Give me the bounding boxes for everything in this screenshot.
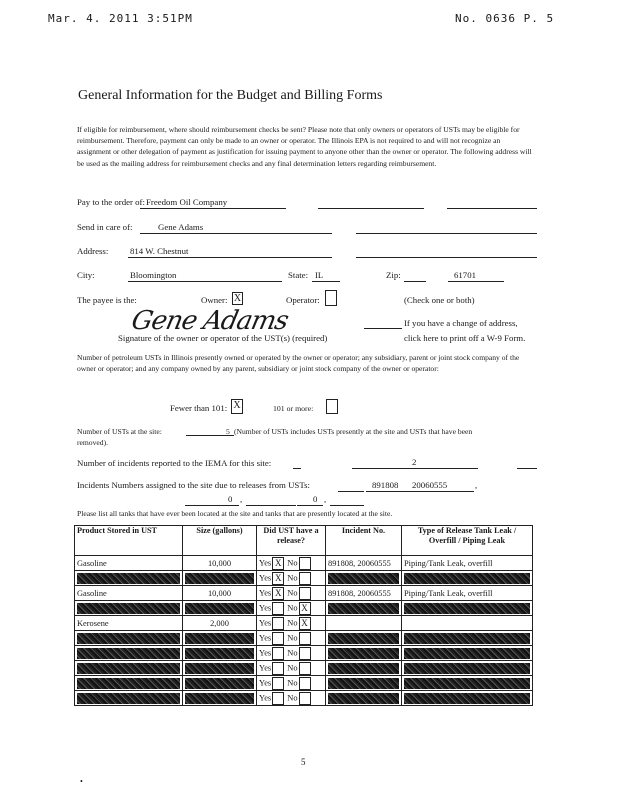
pay-to-field[interactable]: Freedom Oil Company (146, 197, 228, 207)
redaction-block (404, 663, 530, 674)
incident-numbers-label: Incidents Numbers assigned to the site due to releases from USTs: (77, 480, 310, 490)
product-cell[interactable] (75, 661, 183, 676)
redaction-block (185, 678, 254, 689)
operator-checkbox[interactable] (325, 290, 337, 306)
address-field[interactable]: 814 W. Chestnut (130, 246, 189, 256)
payee-is-label: The payee is the: (77, 295, 137, 305)
city-label: City: (77, 270, 95, 280)
yes-label: Yes (259, 632, 272, 642)
release-cell (257, 556, 326, 571)
release-type-cell[interactable] (402, 616, 533, 631)
release-type-cell[interactable] (402, 601, 533, 616)
table-row (75, 616, 533, 631)
table-row (75, 691, 533, 706)
incident-cell[interactable]: 891808, 20060555 (326, 556, 402, 571)
yes-checkbox[interactable] (272, 647, 284, 660)
yes-checkbox[interactable] (272, 662, 284, 675)
yes-label: Yes (259, 647, 272, 657)
table-row (75, 661, 533, 676)
release-type-cell[interactable] (402, 661, 533, 676)
usts-at-site-label: Number of USTs at the site: (77, 427, 162, 436)
size-cell[interactable] (183, 631, 257, 646)
release-cell (257, 691, 326, 706)
size-cell[interactable] (183, 646, 257, 661)
no-label: No (287, 557, 298, 567)
yes-label: Yes (259, 572, 272, 582)
intro-paragraph: If eligible for reimbursement, where should reimbursement checks be sent? Please note that only owners or operators of USTs may be eligible for reimbursement. Therefore, payment can only be made to an owner or operator. The Illinois EPA is not required to and will not recognize an assignment or other delegation of payment as justification for issuing payment to anyone other than the owner or operator. The following address will be used as the mailing address for reimbursement checks and any final determination letters regarding reimbursement. (77, 125, 532, 168)
header-size: Size (gallons) (183, 526, 257, 556)
product-cell[interactable] (75, 646, 183, 661)
table-row (75, 571, 533, 586)
no-label: No (287, 647, 298, 657)
redaction-block (185, 648, 254, 659)
page-title: General Information for the Budget and Billing Forms (78, 88, 383, 103)
release-cell (257, 571, 326, 586)
table-row (75, 631, 533, 646)
table-row (75, 586, 533, 601)
no-label: No (287, 632, 298, 642)
redaction-block (404, 603, 530, 614)
no-label: No (287, 587, 298, 597)
release-cell (257, 616, 326, 631)
incident-cell[interactable] (326, 676, 402, 691)
fewer-than-101-label: Fewer than 101: (170, 403, 228, 413)
yes-checkbox[interactable] (272, 617, 284, 630)
redaction-block (185, 693, 254, 704)
release-type-cell[interactable] (402, 571, 533, 586)
redaction-block (404, 678, 530, 689)
release-cell (257, 661, 326, 676)
redaction-block (404, 633, 530, 644)
check-note: (Check one or both) (404, 295, 475, 305)
product-cell[interactable]: Gasoline (75, 556, 183, 571)
redaction-block (404, 573, 530, 584)
no-checkbox[interactable] (299, 572, 311, 585)
usts-question: Number of petroleum USTs in Illinois presently owned or operated by the owner or operator; any subsidiary, parent or joint stock company of the owner or operator; and any company owned by any parent, subsidiary or joint stock company of the owner or operator: (77, 353, 520, 374)
no-label: No (287, 662, 298, 672)
redaction-block (77, 633, 180, 644)
zip-label: Zip: (386, 270, 401, 280)
incident-cell[interactable] (326, 661, 402, 676)
release-cell (257, 676, 326, 691)
incident-cell[interactable] (326, 571, 402, 586)
incidents-label: Number of incidents reported to the IEMA for this site: (77, 458, 272, 468)
w9-link[interactable]: click here to print off a W-9 Form. (404, 333, 526, 343)
release-cell (257, 586, 326, 601)
product-cell[interactable]: Kerosene (75, 616, 183, 631)
redaction-block (328, 648, 399, 659)
city-field[interactable]: Bloomington (130, 270, 177, 280)
header-product: Product Stored in UST (75, 526, 183, 556)
yes-label: Yes (259, 557, 272, 567)
no-label: No (287, 692, 298, 702)
fax-date: Mar. 4. 2011 3:51PM (48, 12, 193, 25)
101-or-more-checkbox[interactable] (326, 399, 338, 414)
no-checkbox[interactable] (299, 647, 311, 660)
usts-at-site-note: (Number of USTs includes USTs presently at the site and USTs that have been (234, 427, 473, 436)
header-release-type: Type of Release Tank Leak / Overfill / Piping Leak (402, 526, 533, 556)
usts-at-site-note-2: removed). (77, 438, 108, 447)
no-checkbox[interactable] (299, 677, 311, 690)
redaction-block (77, 603, 180, 614)
redaction-block (328, 678, 399, 689)
redaction-block (77, 663, 180, 674)
no-checkbox[interactable]: X (299, 617, 311, 630)
yes-checkbox[interactable]: X (272, 572, 284, 585)
signature-caption: Signature of the owner or operator of the UST(s) (required) (118, 333, 328, 343)
signature: Gene Adams (128, 306, 291, 336)
product-cell[interactable] (75, 571, 183, 586)
yes-label: Yes (259, 662, 272, 672)
tanks-instruction: Please list all tanks that have ever been located at the site and tanks that are presently located at the site. (77, 509, 393, 518)
yes-label: Yes (259, 677, 272, 687)
address-label: Address: (77, 246, 109, 256)
product-cell[interactable] (75, 676, 183, 691)
incident-cell[interactable] (326, 631, 402, 646)
yes-label: Yes (259, 602, 272, 612)
redaction-block (404, 693, 530, 704)
redaction-block (77, 693, 180, 704)
fax-number: No. 0636 P. 5 (455, 12, 555, 25)
size-cell[interactable] (183, 601, 257, 616)
owner-checkbox[interactable]: X (233, 293, 242, 304)
redaction-block (328, 573, 399, 584)
change-address-note: If you have a change of address, (404, 318, 518, 328)
redaction-block (328, 603, 399, 614)
size-cell[interactable]: 10,000 (183, 586, 257, 601)
release-type-cell[interactable]: Piping/Tank Leak, overfill (402, 586, 533, 601)
usts-at-site-field[interactable]: 5 (226, 427, 230, 436)
pay-to-label: Pay to the order of: (77, 197, 145, 207)
incident-cell[interactable] (326, 601, 402, 616)
incident-number-2[interactable]: 20060555 (412, 480, 448, 490)
release-cell (257, 601, 326, 616)
yes-label: Yes (259, 617, 272, 627)
page-number: 5 (301, 757, 306, 767)
release-type-cell[interactable] (402, 676, 533, 691)
yes-checkbox[interactable] (272, 677, 284, 690)
yes-checkbox[interactable]: X (272, 587, 284, 600)
redaction-block (185, 603, 254, 614)
incident-cell[interactable] (326, 646, 402, 661)
release-type-cell[interactable] (402, 646, 533, 661)
redaction-block (77, 573, 180, 584)
size-cell[interactable] (183, 691, 257, 706)
no-checkbox[interactable] (299, 692, 311, 705)
state-label: State: (288, 270, 309, 280)
product-cell[interactable] (75, 631, 183, 646)
release-cell (257, 631, 326, 646)
incident-number-3[interactable]: 0 (228, 494, 233, 504)
release-type-cell[interactable] (402, 631, 533, 646)
release-cell (257, 646, 326, 661)
yes-label: Yes (259, 587, 272, 597)
incident-cell[interactable] (326, 616, 402, 631)
owner-label: Owner: (201, 295, 228, 305)
incident-cell[interactable]: 891808, 20060555 (326, 586, 402, 601)
care-of-label: Send in care of: (77, 222, 133, 232)
redaction-block (185, 633, 254, 644)
size-cell[interactable] (183, 571, 257, 586)
yes-checkbox[interactable] (272, 632, 284, 645)
table-row (75, 556, 533, 571)
state-field[interactable]: IL (315, 270, 324, 280)
yes-checkbox[interactable] (272, 602, 284, 615)
no-checkbox[interactable]: X (299, 602, 311, 615)
table-row (75, 601, 533, 616)
header-incident: Incident No. (326, 526, 402, 556)
fewer-than-101-checkbox[interactable]: X (231, 399, 243, 414)
release-type-cell[interactable] (402, 691, 533, 706)
table-row (75, 676, 533, 691)
no-checkbox[interactable] (299, 587, 311, 600)
redaction-block (328, 693, 399, 704)
no-checkbox[interactable] (299, 662, 311, 675)
incident-number-4[interactable]: 0 (313, 494, 318, 504)
incident-number-1[interactable]: 891808 (372, 480, 399, 490)
size-cell[interactable]: 10,000 (183, 556, 257, 571)
zip-field[interactable]: 61701 (454, 270, 476, 280)
redaction-block (328, 633, 399, 644)
margin-mark: • (80, 777, 83, 786)
operator-label: Operator: (286, 295, 320, 305)
redaction-block (185, 663, 254, 674)
yes-checkbox[interactable]: X (272, 557, 284, 570)
header-release: Did UST have a release? (257, 526, 326, 556)
size-cell[interactable] (183, 661, 257, 676)
101-or-more-label: 101 or more: (273, 404, 314, 413)
care-of-field[interactable]: Gene Adams (158, 222, 204, 232)
redaction-block (77, 648, 180, 659)
product-cell[interactable] (75, 601, 183, 616)
size-cell[interactable]: 2,000 (183, 616, 257, 631)
no-checkbox[interactable] (299, 632, 311, 645)
yes-checkbox[interactable] (272, 692, 284, 705)
incidents-field[interactable]: 2 (412, 457, 417, 467)
redaction-block (185, 573, 254, 584)
redaction-block (404, 648, 530, 659)
no-label: No (287, 572, 298, 582)
release-type-cell[interactable]: Piping/Tank Leak, overfill (402, 556, 533, 571)
no-label: No (287, 617, 298, 627)
redaction-block (77, 678, 180, 689)
incident-cell[interactable] (326, 691, 402, 706)
product-cell[interactable] (75, 691, 183, 706)
yes-label: Yes (259, 692, 272, 702)
no-checkbox[interactable] (299, 557, 311, 570)
no-label: No (287, 602, 298, 612)
product-cell[interactable]: Gasoline (75, 586, 183, 601)
size-cell[interactable] (183, 676, 257, 691)
redaction-block (328, 663, 399, 674)
table-row (75, 646, 533, 661)
no-label: No (287, 677, 298, 687)
ust-table (74, 525, 533, 706)
